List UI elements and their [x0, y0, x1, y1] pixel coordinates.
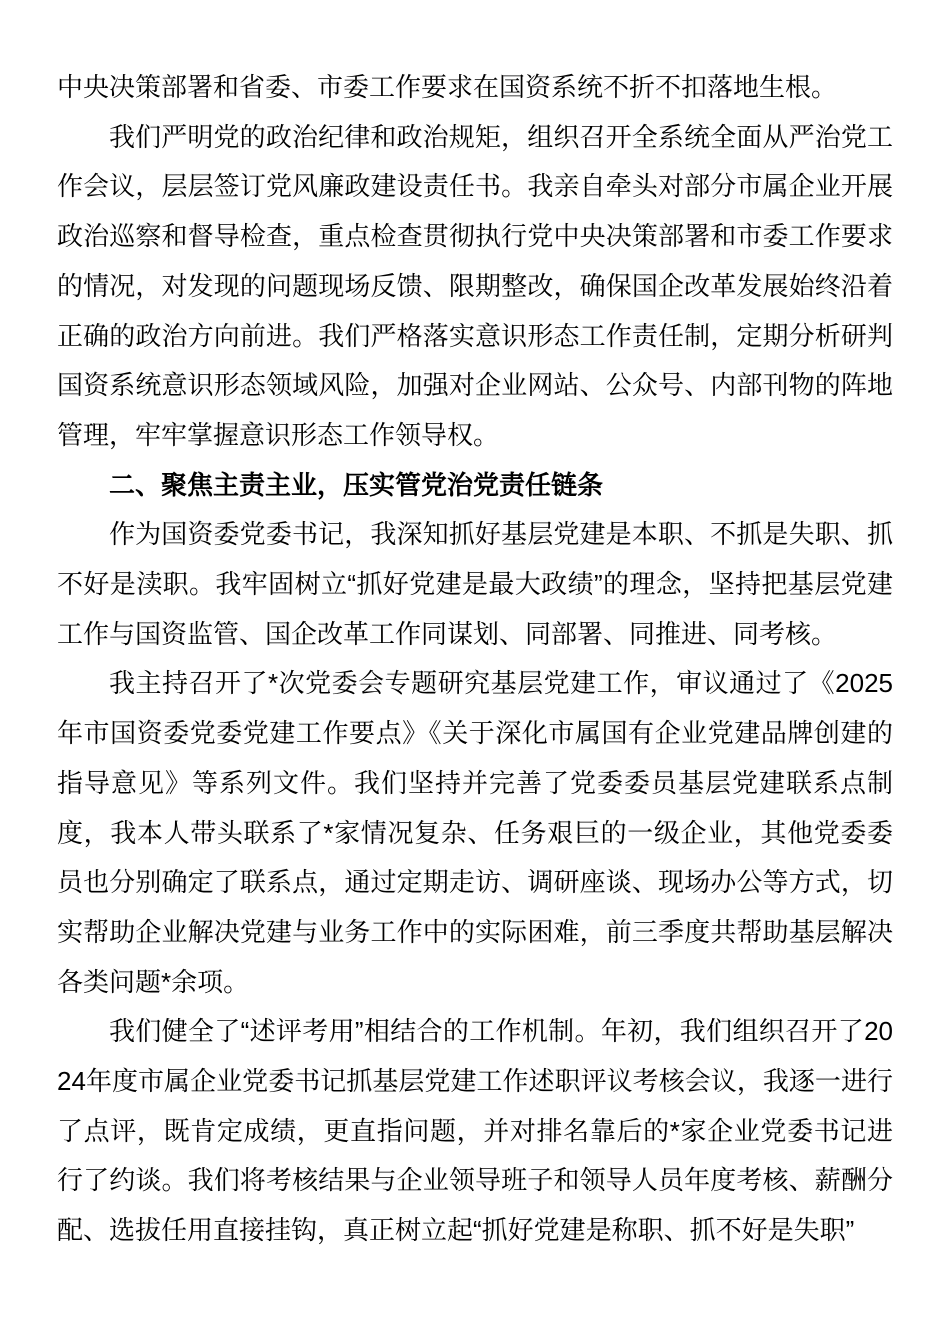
section-heading: 二、聚焦主责主业，压实管党治党责任链条	[109, 469, 604, 500]
body-paragraph-continuation: 中央决策部署和省委、市委工作要求在国资系统不折不扣落地生根。	[57, 72, 838, 102]
body-paragraph: 我主持召开了*次党委会专题研究基层党建工作，审议通过了《2025年市国资委党委党建工作要点》《关于深化市属国有企业党建品牌创建的指导意见》等系列文件。我们坚持并完善了党委委员基层党建联系点制度，我本人带头联系了*家情况复杂、任务艰巨的一级企业，其他党委委员也分别确定了联系点，通过定期走访、调研座谈、现场办公等方式，切实帮助企业解决党建与业务工作中的实际困难，前三季度共帮助基层解决各类问题*余项。	[57, 668, 893, 997]
body-paragraph: 作为国资委党委书记，我深知抓好基层党建是本职、不抓是失职、抓不好是渎职。我牢固树立“抓好党建是最大政绩”的理念，坚持把基层党建工作与国资监管、国企改革工作同谋划、同部署、同推进、同考核。	[57, 519, 893, 649]
body-paragraph: 我们严明党的政治纪律和政治规矩，组织召开全系统全面从严治党工作会议，层层签订党风廉政建设责任书。我亲自牵头对部分市属企业开展政治巡察和督导检查，重点检查贯彻执行党中央决策部署和市委工作要求的情况，对发现的问题现场反馈、限期整改，确保国企改革发展始终沿着正确的政治方向前进。我们严格落实意识形态工作责任制，定期分析研判国资系统意识形态领域风险，加强对企业网站、公众号、内部刊物的阵地管理，牢牢掌握意识形态工作领导权。	[57, 121, 893, 450]
body-paragraph: 我们健全了“述评考用”相结合的工作机制。年初，我们组织召开了2024年度市属企业党委书记抓基层党建工作述职评议考核会议，我逐一进行了点评，既肯定成绩，更直指问题，并对排名靠后的*家企业党委书记进行了约谈。我们将考核结果与企业领导班子和领导人员年度考核、薪酬分配、选拔任用直接挂钩，真正树立起“抓好党建是称职、抓不好是失职”	[57, 1016, 893, 1246]
